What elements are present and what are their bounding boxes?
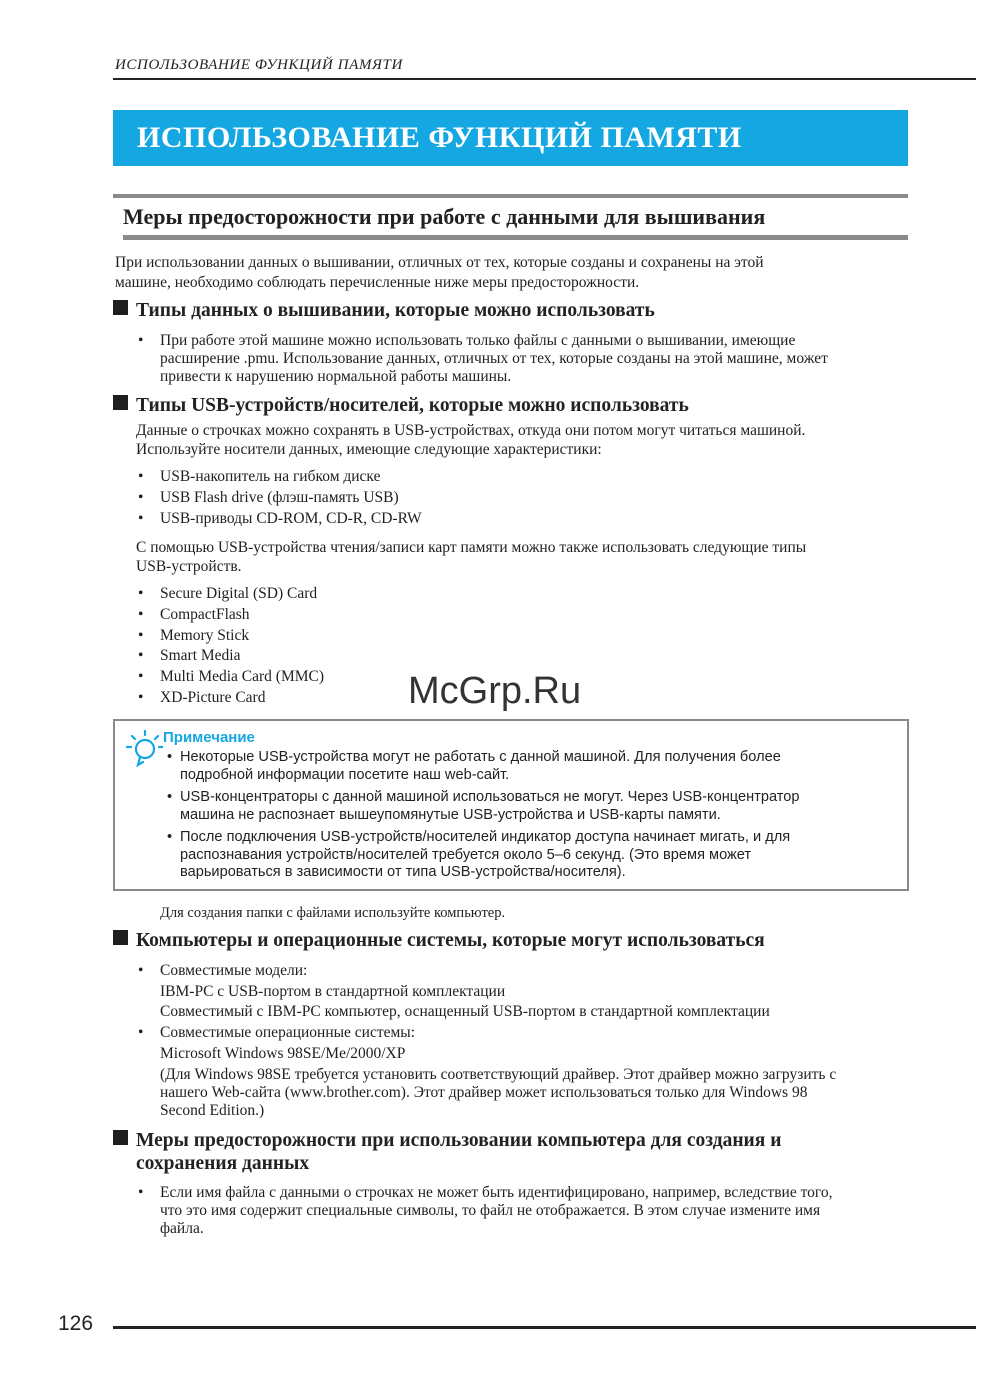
list-line: привести к нарушению нормальной работы машины. [160, 368, 512, 385]
watermark: McGrp.Ru [408, 670, 582, 712]
list-item: • USB-приводы CD-ROM, CD-R, CD-RW [138, 509, 422, 530]
os-note [160, 1066, 836, 1119]
section-heading-text: Типы USB-устройств/носителей, которые можно использовать [136, 395, 689, 416]
list-line: файла. [160, 1220, 204, 1237]
paragraph-line: USB-устройств. [136, 558, 242, 575]
page-number: 126 [58, 1312, 94, 1335]
model-line: IBM-PC с USB-портом в стандартной комплектации [160, 983, 506, 1000]
list-item: • Smart Media [138, 646, 324, 667]
list-item [138, 1184, 908, 1238]
usb-device-list [138, 467, 422, 529]
note-line: • USB-концентраторы с данной машиной использоваться не могут. Через USB-концентратор [180, 789, 800, 805]
intro-line: машине, необходимо соблюдать перечисленные ниже меры предосторожности. [115, 274, 640, 291]
os-line: Microsoft Windows 98SE/Me/2000/XP [160, 1045, 406, 1062]
os-list [138, 1023, 415, 1044]
note-title: Примечание [163, 729, 255, 746]
memory-card-list [138, 584, 324, 709]
section-subheading: Меры предосторожности при работе с данными для вышивания [123, 204, 766, 229]
header-rule [113, 78, 976, 80]
list-line: • При работе этой машине можно использовать только файлы с данными о вышивании, имеющие [160, 332, 796, 349]
section-heading-data-types [113, 299, 655, 322]
footer-rule [113, 1326, 976, 1329]
section-heading-text: Типы данных о вышивании, которые можно использовать [136, 300, 655, 321]
section-heading-computer-precautions [113, 1129, 781, 1175]
list-item: • USB-накопитель на гибком диске [138, 467, 422, 488]
section-heading-computers [113, 929, 765, 952]
paragraph-line: Используйте носители данных, имеющие следующие характеристики: [136, 441, 602, 458]
note-line: распознавания устройств/носителей требуется около 5–6 секунд. (Это время может [180, 846, 752, 863]
note-box [113, 719, 909, 891]
list-item: • CompactFlash [138, 605, 324, 626]
square-bullet-icon [113, 300, 128, 315]
card-intro-paragraph [136, 538, 806, 576]
note-list [167, 749, 887, 887]
list-item: • Secure Digital (SD) Card [138, 584, 324, 605]
usb-intro-paragraph [136, 421, 805, 459]
list-item: • Memory Stick [138, 626, 324, 647]
note-item [167, 789, 887, 824]
intro-line: При использовании данных о вышивании, отличных от тех, которые созданы и сохранены на этой [115, 254, 764, 271]
intro-paragraph [115, 253, 905, 293]
note-line: машина не распознает вышеупомянутые USB-устройства и USB-карты памяти. [180, 806, 721, 823]
lightbulb-icon [123, 729, 163, 769]
paragraph-line: (Для Windows 98SE требуется установить соответствующий драйвер. Этот драйвер можно загрузить с [160, 1066, 837, 1083]
page-title: ИСПОЛЬЗОВАНИЕ ФУНКЦИЙ ПАМЯТИ [113, 110, 908, 166]
model-line: Совместимый с IBM-PC компьютер, оснащенный USB-портом в стандартной комплектации [160, 1003, 770, 1020]
models-list [138, 961, 307, 982]
computer-precautions-list [138, 1184, 908, 1238]
data-types-list [138, 332, 898, 386]
list-item: • XD-Picture Card [138, 688, 324, 709]
list-line: расширение .pmu. Использование данных, отличных от тех, которые созданы на этой машине, может [160, 350, 828, 367]
section-heading-usb-devices [113, 394, 689, 417]
paragraph-line: С помощью USB-устройства чтения/записи карт памяти можно также использовать следующие типы [136, 539, 807, 556]
note-line: • После подключения USB-устройств/носителей индикатор доступа начинает мигать, и для [180, 829, 791, 845]
square-bullet-icon [113, 1130, 128, 1145]
running-head: ИСПОЛЬЗОВАНИЕ ФУНКЦИЙ ПАМЯТИ [115, 57, 403, 73]
section-heading-text: сохранения данных [136, 1153, 310, 1174]
square-bullet-icon [113, 930, 128, 945]
paragraph-line: нашего Web-сайта (www.brother.com). Этот драйвер может использоваться только для Windows 98 [160, 1083, 808, 1101]
list-item: • USB Flash drive (флэш-память USB) [138, 488, 422, 509]
list-item: • Совместимые операционные системы: [138, 1023, 415, 1044]
note-line: варьироваться в зависимости от типа USB-устройства/носителя). [180, 864, 626, 880]
note-line: подробной информации посетите наш web-сайт. [180, 766, 510, 783]
list-item [138, 332, 898, 386]
section-heading-text: Меры предосторожности при использовании компьютера для создания и [136, 1130, 782, 1151]
list-line: что это имя содержит специальные символы, то файл не отображается. В этом случае измените имя [160, 1202, 821, 1219]
paragraph-line: Second Edition.) [160, 1101, 265, 1119]
list-line: • Если имя файла с данными о строчках не может быть идентифицировано, например, вследствие того, [160, 1184, 833, 1201]
note-item [167, 749, 887, 784]
note-line: • Некоторые USB-устройства могут не работать с данной машиной. Для получения более [180, 749, 781, 765]
note-item [167, 829, 887, 882]
subheading-rule-top [113, 194, 908, 198]
list-item: • Multi Media Card (MMC) [138, 667, 324, 688]
square-bullet-icon [113, 395, 128, 410]
folder-instruction: Для создания папки с файлами используйте компьютер. [160, 905, 506, 921]
list-item: • Совместимые модели: [138, 961, 307, 982]
paragraph-line: Данные о строчках можно сохранять в USB-устройствах, откуда они потом могут читаться машиной. [136, 422, 806, 439]
subheading-rule-bottom [123, 235, 908, 240]
section-heading-text: Компьютеры и операционные системы, которые могут использоваться [136, 930, 765, 951]
